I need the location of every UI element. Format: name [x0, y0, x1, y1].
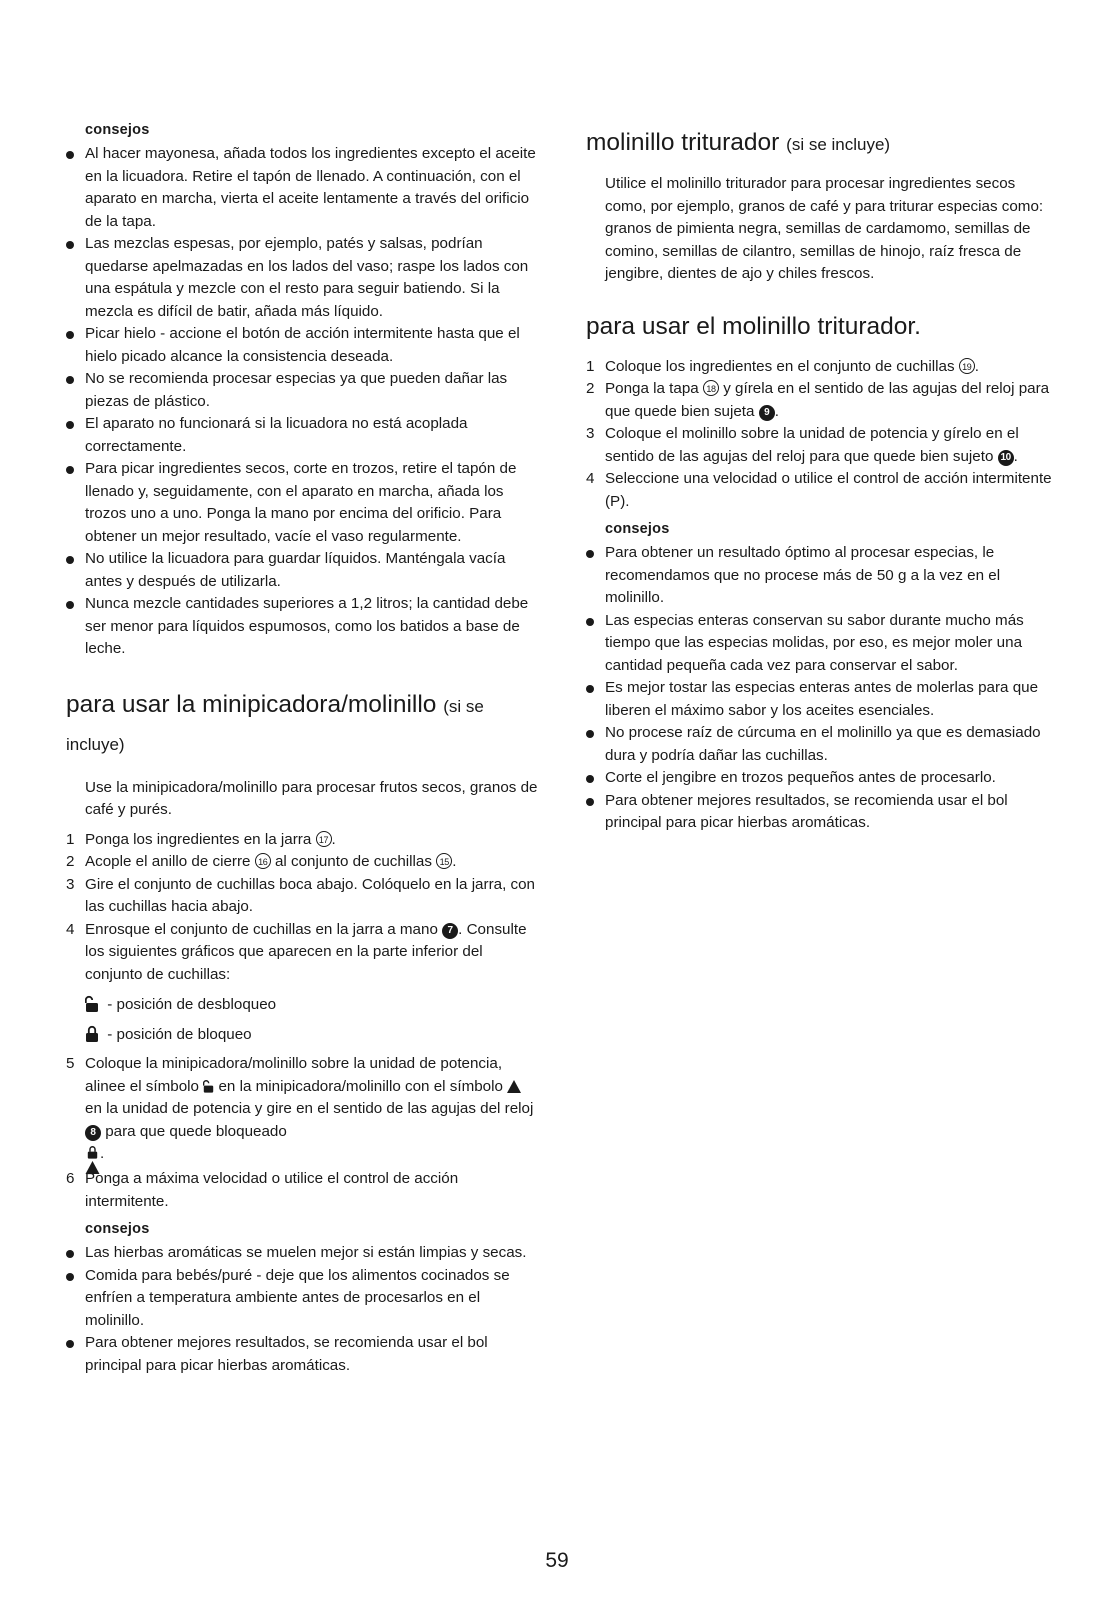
unlock-icon	[203, 1079, 214, 1093]
bullet-icon	[66, 421, 74, 429]
step-item: 4 Seleccione una velocidad o utilice el control de acción intermitente (P).	[586, 470, 1052, 510]
tip-item: Picar hielo - accione el botón de acción intermitente hasta que el hielo picado alcance la consistencia deseada.	[66, 323, 540, 368]
bullet-icon	[66, 376, 74, 384]
bullet-icon	[586, 798, 594, 806]
steps-list	[66, 1053, 540, 1213]
part-number-icon: 19	[959, 358, 975, 374]
step-item: 4 Enrosque el conjunto de cuchillas en la jarra a mano 7 . Consulte los siguientes gráficos que aparecen en la parte inferior del conjunto de cuchillas:	[66, 920, 527, 983]
tip-item: No se recomienda procesar especias ya que pueden dañar las piezas de plástico.	[66, 368, 540, 413]
part-number-icon: 9	[759, 405, 775, 421]
tips-heading: consejos	[85, 1221, 150, 1237]
steps-list	[66, 829, 540, 987]
lock-position-row: - posición de bloqueo	[66, 1024, 540, 1047]
part-number-icon: 8	[85, 1125, 101, 1141]
part-number-icon: 17	[316, 831, 332, 847]
bullet-icon	[586, 685, 594, 693]
bullet-icon	[66, 1250, 74, 1258]
section-title-minipicadora: para usar la minipicadora/molinillo (si se incluye)	[66, 690, 484, 754]
lock-icon	[87, 1145, 98, 1159]
bullet-icon	[586, 730, 594, 738]
bullet-icon	[66, 151, 74, 159]
tip-item: Nunca mezcle cantidades superiores a 1,2 litros; la cantidad debe ser menor para líquidos espumosos, como los batidos a base de leche.	[66, 593, 540, 661]
tips-list	[586, 542, 1060, 835]
tips-heading: consejos	[85, 122, 150, 138]
part-number-icon: 15	[436, 853, 452, 869]
tips-list	[66, 1242, 540, 1377]
bullet-icon	[66, 1273, 74, 1281]
unlock-icon	[85, 995, 99, 1012]
bullet-icon	[66, 601, 74, 609]
triangle-icon	[507, 1080, 521, 1093]
tip-item: Es mejor tostar las especias enteras antes de molerlas para que liberen el máximo sabor y los aceites esenciales.	[586, 677, 1060, 722]
tip-item: No utilice la licuadora para guardar líquidos. Manténgala vacía antes y después de utilizarla.	[66, 548, 540, 593]
step-item: 2 Ponga la tapa 18 y gírela en el sentido de las agujas del reloj para que quede bien sujeta 9 .	[586, 380, 1050, 420]
step-item: 6 Ponga a máxima velocidad o utilice el control de acción intermitente.	[66, 1170, 459, 1210]
unlock-position-row: - posición de desbloqueo	[66, 994, 540, 1017]
step-item: 2 Acople el anillo de cierre 16 al conjunto de cuchillas 15 .	[66, 853, 457, 870]
part-number-icon: 16	[255, 853, 271, 869]
part-number-icon: 10	[998, 450, 1014, 466]
page-number: 59	[545, 1549, 569, 1572]
bullet-icon	[66, 241, 74, 249]
lock-icon	[85, 1025, 99, 1042]
bullet-icon	[66, 466, 74, 474]
step-item: 5 Coloque la minipicadora/molinillo sobre la unidad de potencia, alinee el símbolo en la minipicadora/molinillo con el símbolo en la unidad de potencia y gire en el sentido de las agujas del reloj 8 para que quede bloqueado .	[66, 1053, 540, 1173]
section-intro: Use la minipicadora/molinillo para procesar frutos secos, granos de café y purés.	[85, 778, 538, 818]
tip-item: Para obtener mejores resultados, se recomienda usar el bol principal para picar hierbas aromáticas.	[66, 1332, 540, 1377]
tips-heading: consejos	[605, 521, 670, 537]
tips-list	[66, 143, 540, 661]
tip-item: Las hierbas aromáticas se muelen mejor si están limpias y secas.	[66, 1242, 540, 1265]
step-item: 1 Coloque los ingredientes en el conjunto de cuchillas 19 .	[586, 357, 980, 375]
part-number-icon: 18	[703, 380, 719, 396]
left-column	[66, 122, 540, 1377]
tip-item: Comida para bebés/puré - deje que los alimentos cocinados se enfríen a temperatura ambiente antes de procesarlos en el molinillo.	[66, 1265, 540, 1333]
tip-item: Para obtener mejores resultados, se recomienda usar el bol principal para picar hierbas aromáticas.	[586, 790, 1060, 835]
tip-item: Las mezclas espesas, por ejemplo, patés y salsas, podrían quedarse apelmazadas en los lados del vaso; raspe los lados con una espátula y mezcle con el resto para seguir batiendo. Si la mezcla es difícil de batir, añada más líquido.	[66, 233, 540, 323]
step-item: 3 Gire el conjunto de cuchillas boca abajo. Colóquelo en la jarra, con las cuchillas hacia abajo.	[66, 875, 535, 915]
bullet-icon	[66, 556, 74, 564]
bullet-icon	[66, 331, 74, 339]
bullet-icon	[586, 775, 594, 783]
section-title-usar-molinillo: para usar el molinillo triturador.	[586, 312, 921, 340]
tip-item: Para obtener un resultado óptimo al procesar especias, le recomendamos que no procese más de 50 g a la vez en el molinillo.	[586, 542, 1060, 610]
tip-item: Corte el jengibre en trozos pequeños antes de procesarlo.	[586, 767, 1060, 790]
bullet-icon	[586, 550, 594, 558]
tip-item: El aparato no funcionará si la licuadora no está acoplada correctamente.	[66, 413, 540, 458]
section-title-molinillo: molinillo triturador (si se incluye)	[586, 129, 891, 156]
step-item: 3 Coloque el molinillo sobre la unidad de potencia y gírelo en el sentido de las agujas del reloj para que quede bien sujeto 10 .	[586, 425, 1019, 465]
part-number-icon: 7	[442, 923, 458, 939]
step-item: 1 Ponga los ingredientes en la jarra 17 .	[66, 830, 336, 848]
bullet-icon	[66, 1340, 74, 1348]
tip-item: Las especias enteras conservan su sabor durante mucho más tiempo que las especias molidas, por eso, es mejor moler una cantidad pequeña cada vez para conservar el sabor.	[586, 610, 1060, 678]
tip-item: No procese raíz de cúrcuma en el molinillo ya que es demasiado dura y podría dañar las cuchillas.	[586, 722, 1060, 767]
section-intro: Utilice el molinillo triturador para procesar ingredientes secos como, por ejemplo, granos de café y para triturar especias como: granos de pimienta negra, semillas de cardamomo, semillas de comino, semillas de cilantro, semillas de hinojo, raíz fresca de jengibre, dientes de ajo y chiles frescos.	[605, 175, 1044, 282]
right-column	[586, 122, 1060, 835]
tip-item: Al hacer mayonesa, añada todos los ingredientes excepto el aceite en la licuadora. Retire el tapón de llenado. A continuación, con el aparato en marcha, vierta el aceite lentamente a través del orificio de la tapa.	[66, 143, 540, 233]
bullet-icon	[586, 618, 594, 626]
tip-item: Para picar ingredientes secos, corte en trozos, retire el tapón de llenado y, seguidamente, con el aparato en marcha, añada los trozos uno a uno. Ponga la mano por encima del orificio. Para obtener un mejor resultado, vacíe el vaso regularmente.	[66, 458, 540, 548]
steps-list	[586, 356, 1060, 514]
